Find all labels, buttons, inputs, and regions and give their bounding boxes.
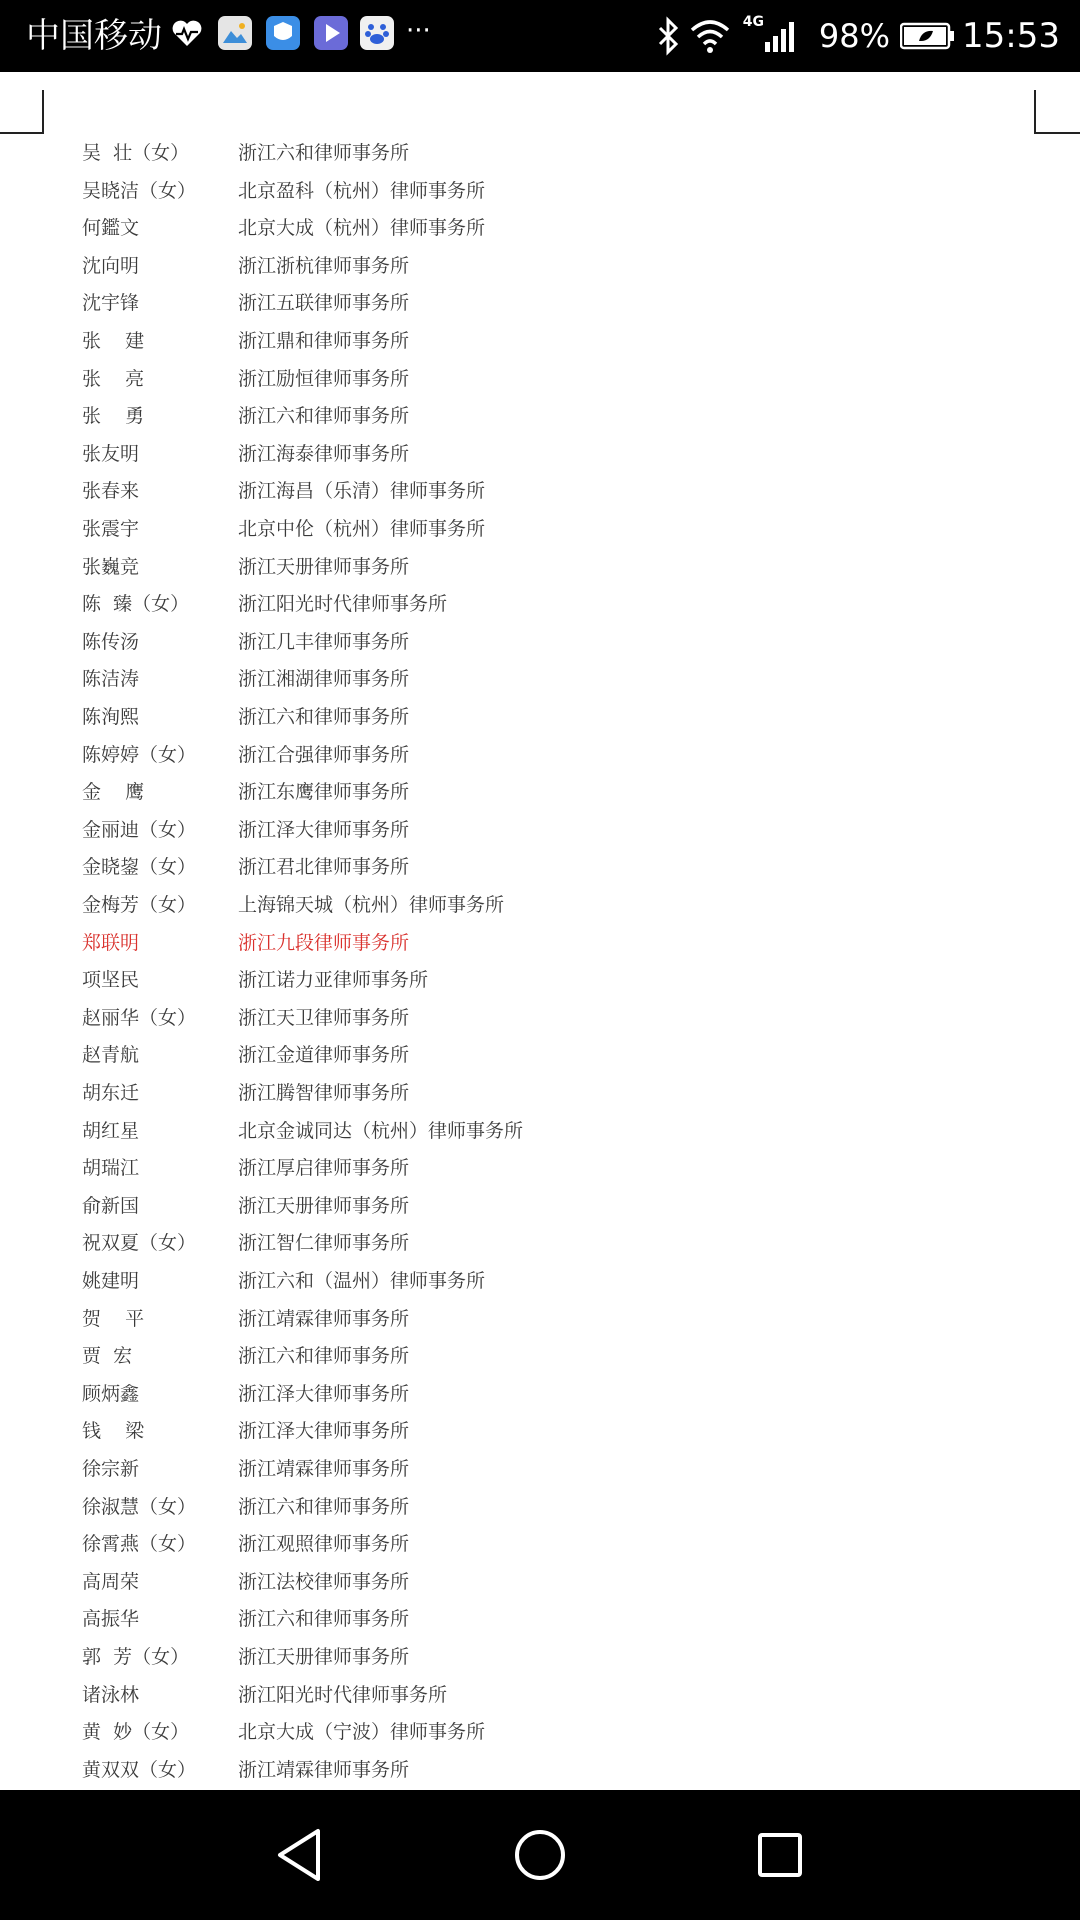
lawyer-name: 徐宗新 [82,1458,140,1480]
lawyer-name: 胡红星 [82,1120,140,1142]
home-icon[interactable] [508,1823,572,1887]
table-row [0,1150,1080,1187]
law-firm-name: 浙江智仁律师事务所 [238,1232,410,1254]
table-row [0,925,1080,962]
law-firm-name: 浙江诺力亚律师事务所 [238,969,429,991]
table-row [0,1714,1080,1751]
table-row [0,661,1080,698]
back-icon[interactable] [268,1823,332,1887]
law-firm-name: 北京大成（宁波）律师事务所 [238,1721,486,1743]
law-firm-name: 浙江观照律师事务所 [238,1533,410,1555]
law-firm-name: 浙江海泰律师事务所 [238,443,410,465]
baidu-app-icon [360,16,394,50]
lawyer-name: 张 勇 [82,405,145,427]
table-row [0,210,1080,247]
system-status [560,14,1060,58]
lawyer-name: 胡东迁 [82,1082,140,1104]
table-row [0,173,1080,210]
table-row [0,323,1080,360]
table-row [0,135,1080,172]
table-row [0,1037,1080,1074]
law-firm-name: 浙江天册律师事务所 [238,1195,410,1217]
table-row [0,285,1080,322]
lawyer-name: 张 建 [82,330,145,352]
clock: 15:53 [962,16,1060,56]
lawyer-name: 诸泳林 [82,1684,140,1706]
battery-percent: 98% [818,17,890,55]
law-firm-name: 浙江浙杭律师事务所 [238,255,410,277]
lawyer-name: 沈宇锋 [82,292,140,314]
table-row [0,1451,1080,1488]
law-firm-name: 浙江六和律师事务所 [238,405,410,427]
lawyer-name: 项坚民 [82,969,140,991]
lawyer-name: 贺 平 [82,1308,145,1330]
table-row [0,361,1080,398]
table-row [0,586,1080,623]
lawyer-name: 陈婷婷（女） [82,744,197,766]
table-row [0,1301,1080,1338]
lawyer-name: 姚建明 [82,1270,140,1292]
carrier-label: 中国移动 [26,16,162,56]
lawyer-name: 金梅芳（女） [82,894,197,916]
signal-icon [764,20,798,52]
video-app-icon [314,16,348,50]
lawyer-name: 高周荣 [82,1571,140,1593]
table-row [0,1075,1080,1112]
law-firm-name: 浙江天册律师事务所 [238,1646,410,1668]
law-firm-name: 北京金诚同达（杭州）律师事务所 [238,1120,524,1142]
law-firm-name: 浙江泽大律师事务所 [238,1383,410,1405]
lawyer-name: 赵丽华（女） [82,1007,197,1029]
lawyer-name: 金晓鋆（女） [82,856,197,878]
law-firm-name: 北京中伦（杭州）律师事务所 [238,518,486,540]
law-firm-name: 浙江六和律师事务所 [238,142,410,164]
table-row [0,1113,1080,1150]
lawyer-name: 赵青航 [82,1044,140,1066]
table-row [0,962,1080,999]
table-row [0,1263,1080,1300]
lawyer-name: 陈传汤 [82,631,140,653]
table-row [0,1526,1080,1563]
table-row [0,1413,1080,1450]
table-row [0,1639,1080,1676]
law-firm-name: 浙江阳光时代律师事务所 [238,1684,448,1706]
wifi-icon [690,18,730,54]
lawyer-name: 张春来 [82,480,140,502]
table-row [0,849,1080,886]
lawyer-name: 吴 壮（女） [82,142,190,164]
law-firm-name: 浙江九段律师事务所 [238,932,410,954]
network-type-label: 4G [742,14,764,30]
law-firm-name: 浙江六和律师事务所 [238,1345,410,1367]
lawyer-name: 陈洁涛 [82,668,140,690]
table-row [0,1188,1080,1225]
navigation-bar [0,1790,1080,1920]
table-row [0,473,1080,510]
lawyer-name: 张巍竞 [82,556,140,578]
law-firm-name: 上海锦天城（杭州）律师事务所 [238,894,505,916]
law-firm-name: 浙江靖霖律师事务所 [238,1759,410,1781]
document-viewer[interactable] [0,72,1080,1790]
table-row [0,624,1080,661]
lawyer-name: 沈向明 [82,255,140,277]
table-row [0,699,1080,736]
table-row [0,887,1080,924]
law-firm-name: 浙江君北律师事务所 [238,856,410,878]
law-firm-name: 浙江湘湖律师事务所 [238,668,410,690]
law-firm-name: 北京大成（杭州）律师事务所 [238,217,486,239]
lawyer-name: 高振华 [82,1608,140,1630]
law-firm-name: 浙江法校律师事务所 [238,1571,410,1593]
gallery-icon [218,16,252,50]
recent-apps-icon[interactable] [748,1823,812,1887]
law-firm-name: 浙江靖霖律师事务所 [238,1458,410,1480]
crop-mark-left [0,90,44,134]
lawyer-name: 俞新国 [82,1195,140,1217]
law-firm-name: 浙江六和（温州）律师事务所 [238,1270,486,1292]
table-row [0,436,1080,473]
bluetooth-icon [654,16,682,56]
table-row [0,737,1080,774]
lawyer-name: 何鑑文 [82,217,140,239]
table-row [0,511,1080,548]
table-row [0,1338,1080,1375]
table-row [0,1752,1080,1789]
law-firm-name: 浙江泽大律师事务所 [238,819,410,841]
law-firm-name: 浙江六和律师事务所 [238,706,410,728]
law-firm-name: 浙江靖霖律师事务所 [238,1308,410,1330]
table-row [0,1225,1080,1262]
law-firm-name: 浙江海昌（乐清）律师事务所 [238,480,486,502]
lawyer-name: 黄 妙（女） [82,1721,190,1743]
law-firm-name: 浙江腾智律师事务所 [238,1082,410,1104]
lawyer-name: 徐霄燕（女） [82,1533,197,1555]
crop-mark-right [1034,90,1080,134]
law-firm-name: 浙江阳光时代律师事务所 [238,593,448,615]
lawyer-name: 郑联明 [82,932,140,954]
more-notifications-icon: ··· [406,16,431,46]
lawyer-name: 张友明 [82,443,140,465]
table-row [0,1601,1080,1638]
health-heart-icon [170,16,204,50]
table-row [0,398,1080,435]
lawyer-name: 祝双夏（女） [82,1232,197,1254]
law-firm-name: 北京盈科（杭州）律师事务所 [238,180,486,202]
lawyer-name: 徐淑慧（女） [82,1496,197,1518]
table-row [0,248,1080,285]
law-firm-name: 浙江金道律师事务所 [238,1044,410,1066]
lawyer-name: 陈 臻（女） [82,593,190,615]
status-bar [0,0,1080,72]
lawyer-name: 胡瑞江 [82,1157,140,1179]
lawyer-name: 黄双双（女） [82,1759,197,1781]
law-firm-name: 浙江五联律师事务所 [238,292,410,314]
lawyer-name: 金丽迪（女） [82,819,197,841]
table-row [0,812,1080,849]
lawyer-name: 吴晓洁（女） [82,180,197,202]
law-firm-name: 浙江天册律师事务所 [238,556,410,578]
lawyer-name: 贾 宏 [82,1345,133,1367]
table-row [0,1376,1080,1413]
lawyer-name: 钱 梁 [82,1420,145,1442]
security-shield-icon [266,16,300,50]
law-firm-name: 浙江六和律师事务所 [238,1496,410,1518]
law-firm-name: 浙江六和律师事务所 [238,1608,410,1630]
lawyer-name: 张 亮 [82,368,145,390]
law-firm-name: 浙江天卫律师事务所 [238,1007,410,1029]
law-firm-name: 浙江泽大律师事务所 [238,1420,410,1442]
battery-icon [900,22,956,50]
table-row [0,549,1080,586]
law-firm-name: 浙江厚启律师事务所 [238,1157,410,1179]
law-firm-name: 浙江东鹰律师事务所 [238,781,410,803]
lawyer-name: 郭 芳（女） [82,1646,190,1668]
lawyer-name: 顾炳鑫 [82,1383,140,1405]
table-row [0,1677,1080,1714]
table-row [0,1489,1080,1526]
lawyer-name: 陈洵熙 [82,706,140,728]
table-row [0,774,1080,811]
table-row [0,1000,1080,1037]
law-firm-name: 浙江几丰律师事务所 [238,631,410,653]
table-row [0,1564,1080,1601]
lawyer-name: 金 鹰 [82,781,145,803]
law-firm-name: 浙江合强律师事务所 [238,744,410,766]
law-firm-name: 浙江励恒律师事务所 [238,368,410,390]
law-firm-name: 浙江鼎和律师事务所 [238,330,410,352]
lawyer-name: 张震宇 [82,518,140,540]
